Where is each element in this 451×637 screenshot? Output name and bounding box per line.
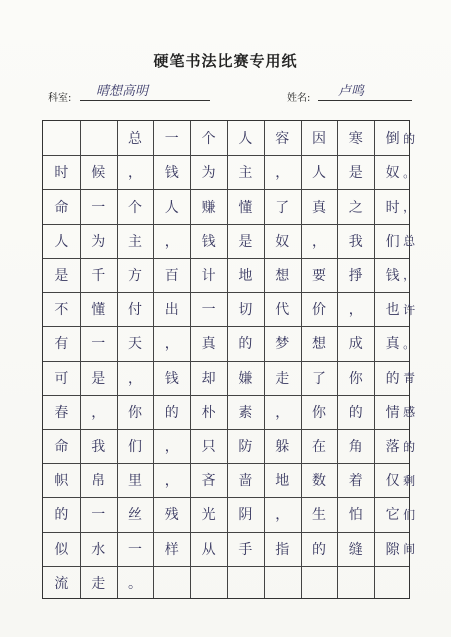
grid-cell: 们 [127,439,142,456]
grid-cell: 春 [54,404,69,421]
grid-cell: 钱 [385,267,400,284]
grid-cell: 落 [385,439,400,456]
grid-cell: 因 [311,131,326,148]
grid-overflow-char: 间 [403,542,416,557]
grid-overflow-char: ， [403,268,416,283]
writing-grid [42,120,416,599]
grid-cell: 流 [54,575,69,592]
grid-cell: 倒 [385,131,400,148]
grid-cell: 只 [201,439,216,456]
grid-cell: 怕 [348,507,363,524]
grid-cell: 样 [164,541,179,558]
grid-cell: 着 [348,473,363,490]
grid-cell: 天 [127,336,142,353]
grid-cell: ， [275,404,290,421]
grid-cell: 也 [385,302,400,319]
grid-cell: 主 [238,165,253,182]
grid-cell: 一 [127,541,142,558]
grid-cell: 时 [385,199,400,216]
grid-cell [190,566,227,600]
page-title: 硬笔书法比赛专用纸 [153,52,298,70]
grid-cell: 命 [54,199,69,216]
grid-cell: 一 [164,131,179,148]
grid-cell: 走 [275,370,290,387]
grid-cell: 真 [201,336,216,353]
grid-cell: 隙 [385,541,400,558]
grid-cell: 钱 [164,370,179,387]
grid-cell: 价 [311,302,326,319]
grid-cell: ， [127,165,142,182]
grid-overflow-char: 感 [403,405,416,420]
name-underline [318,100,412,101]
grid-cell: 可 [54,370,69,387]
grid-cell: 计 [201,267,216,284]
grid-cell: 帜 [54,473,69,490]
grid-cell: 丝 [127,507,142,524]
grid-cell: 地 [275,473,290,490]
grid-cell: 指 [275,541,290,558]
grid-cell: 懂 [238,199,253,216]
grid-cell: 防 [238,439,253,456]
grid-cell: 朴 [201,404,216,421]
grid-cell: 总 [127,131,142,148]
grid-cell: 要 [311,267,326,284]
grid-cell: 个 [127,199,142,216]
grid-cell: 仅 [385,473,400,490]
grid-cell [374,566,411,600]
grid-cell: 你 [127,404,142,421]
name-value: 卢鸣 [338,84,365,99]
grid-cell: 数 [311,473,326,490]
grid-cell: 你 [348,370,363,387]
grid-overflow-char: 青 [403,371,416,386]
grid-cell: 梦 [275,336,290,353]
grid-cell: 生 [311,507,326,524]
grid-cell: 人 [238,131,253,148]
grid-cell: 手 [238,541,253,558]
grid-cell: 素 [238,404,253,421]
grid-overflow-char: 的 [403,131,416,146]
grid-cell: 方 [127,267,142,284]
grid-cell: 百 [164,267,179,284]
grid-cell: 残 [164,507,179,524]
grid-cell: 角 [348,439,363,456]
grid-cell: 真 [385,336,400,353]
grid-cell: 成 [348,336,363,353]
grid-cell: 却 [201,370,216,387]
grid-cell: 一 [91,507,106,524]
grid-cell: 的 [238,336,253,353]
grid-cell: 不 [54,302,69,319]
grid-cell: 。 [127,575,142,592]
grid-cell: 之 [348,199,363,216]
grid-cell: 啬 [238,473,253,490]
grid-cell: 情 [385,404,400,421]
grid-cell: 寒 [348,131,363,148]
grid-cell: 为 [201,165,216,182]
grid-cell: 代 [275,302,290,319]
grid-cell: 钱 [201,233,216,250]
grid-cell: 水 [91,541,106,558]
grid-cell: 为 [91,233,106,250]
grid-cell: 嫌 [238,370,253,387]
grid-cell: ， [164,473,179,490]
grid-cell: 的 [164,404,179,421]
grid-cell: 一 [91,336,106,353]
grid-cell: ， [164,336,179,353]
grid-cell: ， [348,302,363,319]
grid-overflow-char: 。 [403,336,416,351]
grid-cell: 人 [164,199,179,216]
grid-cell: 一 [201,302,216,319]
grid-cell [337,566,374,600]
grid-cell: 主 [127,233,142,250]
grid-cell: 命 [54,439,69,456]
grid-cell: 一 [91,199,106,216]
grid-cell: 似 [54,541,69,558]
grid-cell: 光 [201,507,216,524]
grid-cell: 里 [127,473,142,490]
grid-cell: 时 [54,165,69,182]
grid-cell: ， [91,404,106,421]
grid-cell [43,121,80,155]
dept-value: 晴想高明 [96,84,149,99]
grid-cell: 是 [238,233,253,250]
grid-overflow-char: 。 [403,165,416,180]
grid-cell: 奴 [385,165,400,182]
grid-cell: ， [164,439,179,456]
grid-cell: 缝 [348,541,363,558]
grid-cell [301,566,338,600]
grid-cell: ， [164,233,179,250]
grid-cell: 你 [311,404,326,421]
name-label: 姓名: [287,93,311,104]
grid-cell: 我 [91,439,106,456]
grid-cell: 想 [311,336,326,353]
grid-cell: 切 [238,302,253,319]
grid-overflow-char: 总 [403,234,416,249]
grid-cell: 吝 [201,473,216,490]
grid-cell: ， [311,233,326,250]
grid-cell [153,566,190,600]
grid-cell: 想 [275,267,290,284]
grid-cell: 钱 [164,165,179,182]
grid-cell: ， [275,507,290,524]
grid-cell: 阴 [238,507,253,524]
grid-cell: 帛 [91,473,106,490]
grid-cell [227,566,264,600]
grid-cell: 了 [311,370,326,387]
grid-cell: 赚 [201,199,216,216]
grid-cell: 千 [91,267,106,284]
grid-overflow-char: 的 [403,439,416,454]
grid-cell: 的 [385,370,400,387]
grid-cell [264,566,301,600]
grid-overflow-char: 们 [403,507,416,522]
grid-cell: 付 [127,302,142,319]
grid-cell: 们 [385,233,400,250]
grid-cell: 奴 [275,233,290,250]
grid-cell: 躲 [275,439,290,456]
grid-cell: 的 [348,404,363,421]
grid-cell: ， [127,370,142,387]
dept-label: 科室: [48,93,72,104]
grid-overflow-char: 剩 [403,473,416,488]
grid-cell: 的 [311,541,326,558]
grid-cell: 在 [311,439,326,456]
grid-cell: 是 [91,370,106,387]
grid-cell: 走 [91,575,106,592]
grid-cell: 从 [201,541,216,558]
grid-cell: 它 [385,507,400,524]
grid-overflow-char: 许 [403,302,416,317]
grid-cell: 是 [54,267,69,284]
grid-cell: 人 [54,233,69,250]
grid-cell: 掙 [348,267,363,284]
grid-cell: 懂 [91,302,106,319]
grid-cell: 有 [54,336,69,353]
grid-cell: 人 [311,165,326,182]
grid-cell: ， [275,165,290,182]
grid-cell: 的 [54,507,69,524]
grid-cell: 了 [275,199,290,216]
grid-cell [80,121,117,155]
grid-cell: 是 [348,165,363,182]
grid-cell: 地 [238,267,253,284]
grid-cell: 真 [311,199,326,216]
grid-cell: 出 [164,302,179,319]
grid-cell: 容 [275,131,290,148]
grid-cell: 候 [91,165,106,182]
grid-cell: 我 [348,233,363,250]
grid-overflow-char: ， [403,200,416,215]
grid-cell: 个 [201,131,216,148]
dept-underline [80,100,210,101]
